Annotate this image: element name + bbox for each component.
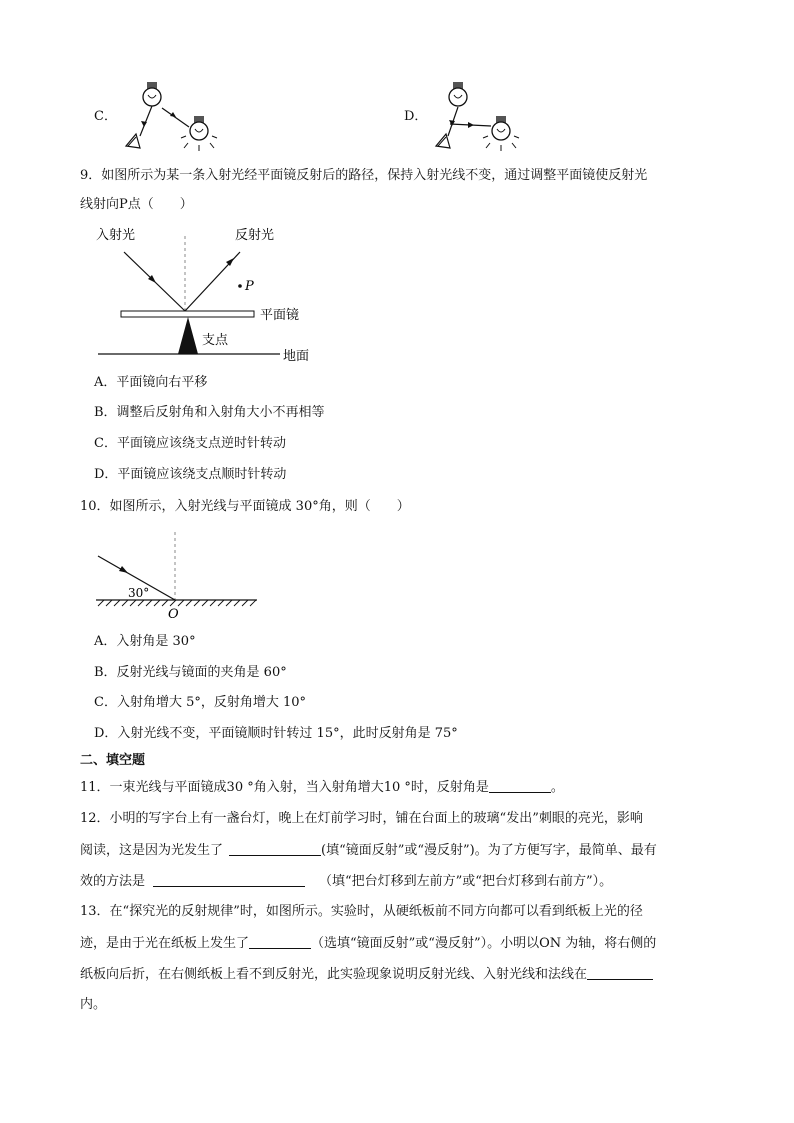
- q12-line2-text: 阅读，这是因为光发生了: [80, 843, 224, 858]
- q11-text: 11．一束光线与平面镜成30 °角入射，当入射角增大10 °时，反射角是: [80, 780, 489, 795]
- option-d-label: D．: [404, 109, 428, 124]
- q13-answer-blank-2[interactable]: [587, 965, 653, 980]
- incident-arrow: [119, 566, 128, 573]
- q13-line3: [80, 965, 653, 984]
- section-title: 二、填空题: [80, 753, 146, 768]
- pivot-support: [178, 317, 198, 354]
- eye-icon: [436, 134, 450, 148]
- q10-stem: 10．如图所示，入射光线与平面镜成 30°角，则（ ）: [80, 499, 410, 514]
- q13-line3-text: 纸板向后折，在右侧纸板上看不到反射光，此实验现象说明反射光线、入射光线和法线在: [80, 967, 588, 982]
- bulb-icon: [449, 82, 467, 106]
- q13-line4: 内。: [80, 997, 107, 1012]
- q10-option-a: A．入射角是 30°: [94, 634, 196, 649]
- q12-line2: [80, 841, 657, 860]
- bulb-icon: [143, 82, 161, 106]
- q13-answer-blank-1[interactable]: [249, 934, 311, 949]
- q12-answer-blank-2[interactable]: [153, 872, 305, 887]
- q11: [80, 778, 564, 797]
- mirror-hatching: [98, 600, 256, 606]
- q10-option-b: B．反射光线与镜面的夹角是 60°: [94, 665, 287, 680]
- reflected-ray-label: 反射光: [235, 228, 275, 243]
- q9-option-b: B．调整后反射角和入射角大小不再相等: [94, 405, 325, 420]
- reflected-arrow: [226, 258, 234, 266]
- option-d-figure: [428, 80, 538, 160]
- q11-text-end: 。: [550, 780, 564, 795]
- plane-mirror: [121, 311, 254, 317]
- origin-label: O: [168, 607, 179, 622]
- q12-line3-text: 效的方法是: [80, 874, 146, 889]
- pivot-label: 支点: [202, 333, 229, 348]
- q9-option-a: A．平面镜向右平移: [94, 375, 208, 390]
- q12-line3-text-end: （填“把台灯移到左前方”或“把台灯移到右前方”）。: [319, 874, 613, 889]
- q12-answer-blank-1[interactable]: [229, 841, 321, 856]
- q12-line1: 12．小明的写字台上有一盏台灯，晚上在灯前学习时，铺在台面上的玻璃“发出”刺眼的亮光，影响: [80, 811, 643, 826]
- q10-mirror-diagram: [92, 528, 262, 623]
- q9-stem-line2: 线射向P点（ ）: [80, 197, 193, 212]
- option-c-label: C．: [94, 109, 117, 124]
- q12-line3: [80, 872, 612, 891]
- point-p-label: P: [245, 279, 254, 294]
- q13-line2-text: 迹，是由于光在纸板上发生了: [80, 936, 250, 951]
- q9-option-d: D．平面镜应该绕支点顺时针转动: [94, 467, 287, 482]
- point-p: [238, 284, 242, 288]
- q10-option-d: D．入射光线不变，平面镜顺时针转过 15°，此时反射角是 75°: [94, 726, 458, 741]
- q13-line1: 13．在“探究光的反射规律”时，如图所示。实验时，从硬纸板前不同方向都可以看到纸板上光的径: [80, 904, 643, 919]
- q11-answer-blank[interactable]: [489, 778, 551, 793]
- mirror-label: 平面镜: [260, 308, 300, 323]
- q13-line2: [80, 934, 656, 953]
- angle-label: 30°: [128, 586, 150, 600]
- q10-option-c: C．入射角增大 5°，反射角增大 10°: [94, 695, 307, 710]
- q9-stem-line1: 9．如图所示为某一条入射光经平面镜反射后的路径，保持入射光线不变，通过调整平面镜使反射光: [80, 168, 648, 183]
- ground-label: 地面: [283, 349, 310, 364]
- q9-mirror-diagram: [90, 222, 330, 367]
- bulb-icon: [483, 116, 519, 151]
- option-c-figure: [118, 80, 228, 160]
- q9-option-c: C．平面镜应该绕支点逆时针转动: [94, 436, 286, 451]
- q12-line2-text-end: (填“镜面反射”或“漫反射”)。为了方便写字，最简单、最有: [321, 843, 657, 858]
- incident-ray-label: 入射光: [96, 228, 136, 243]
- q13-line2-text-end: （选填“镜面反射”或“漫反射”）。小明以ON 为轴，将右侧的: [311, 936, 657, 951]
- eye-icon: [126, 134, 140, 148]
- bulb-icon: [181, 116, 217, 151]
